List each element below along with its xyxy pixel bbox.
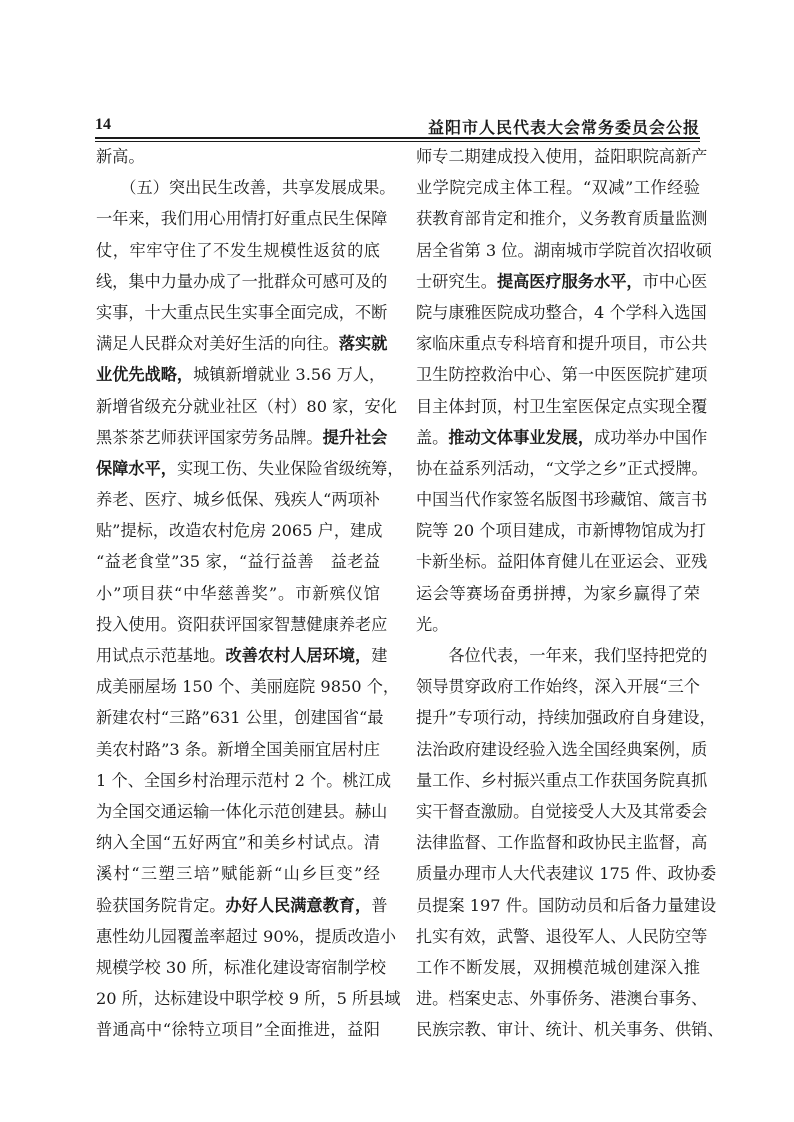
text-line (416, 484, 708, 515)
text-line (96, 858, 380, 889)
text-line (416, 328, 708, 359)
bold-phrase: 推动文体事业发展， (448, 427, 595, 447)
text-line (96, 796, 388, 827)
text-line (96, 702, 384, 733)
text-line (416, 515, 706, 546)
text-line (416, 266, 708, 297)
text-segment: 惠性幼儿园覆盖率超过 90%，提质改造小 (96, 926, 397, 946)
text-segment: 为全国交通运输一体化示范创建县。赫山 (96, 801, 388, 821)
text-line (416, 827, 708, 858)
text-segment: 贴”提标，改造农村危房 2065 户，建成 (96, 521, 383, 541)
text-line (96, 422, 388, 453)
bold-phrase: 提升社会 (322, 427, 388, 447)
text-line (96, 609, 388, 640)
text-segment: 实现工伤、失业保险省级统筹， (176, 458, 404, 478)
text-segment: 扎实有效，武警、退役军人、人民防空等 (416, 926, 708, 946)
text-line (96, 921, 397, 952)
text-line (96, 983, 401, 1014)
text-segment: 光。 (416, 614, 449, 634)
text-segment: 法律监督、工作监督和政协民主监督，高 (416, 833, 708, 853)
text-segment: 黑茶茶艺师获评国家劳务品牌。 (96, 427, 323, 447)
text-segment: 各位代表，一年来，我们坚持把党的 (416, 646, 708, 665)
text-segment: 普 (371, 895, 388, 915)
text-line (96, 671, 400, 702)
text-line (96, 1014, 380, 1045)
text-segment: 中国当代作家签名版图书珍藏馆、箴言书 (416, 490, 708, 510)
text-segment: 一年来，我们用心用情打好重点民生保障 (96, 209, 388, 229)
text-segment: 院与康雅医院成功整合，4 个学科入选国 (416, 302, 707, 322)
text-line (96, 546, 380, 577)
text-line (96, 515, 383, 546)
text-segment: 业学院完成主体工程。“双减”工作经验 (416, 178, 700, 198)
text-line (416, 983, 708, 1014)
text-segment: 卫生防控救治中心、第一中医医院扩建项 (416, 365, 708, 385)
text-segment: 协在益系列活动，“文学之乡”正式授牌。 (416, 458, 708, 478)
text-line (416, 609, 700, 640)
text-line (416, 734, 708, 765)
text-segment: 美农村路”3 条。新增全国美丽宜居村庄 (96, 739, 380, 759)
text-segment: “益老食堂”35 家，“益行益善 益老益 (96, 552, 380, 572)
text-line (96, 266, 388, 297)
text-line (416, 141, 708, 172)
text-segment: 实事，十大重点民生实事全面完成，不断 (96, 302, 388, 322)
text-line (96, 391, 397, 422)
bold-phrase: 保障水平， (96, 458, 177, 478)
text-segment: 成美丽屋场 150 个、美丽庭院 9850 个， (96, 677, 400, 697)
text-line (416, 546, 708, 577)
page-number: 14 (95, 116, 111, 133)
text-segment: 溪村“三塑三培”赋能新“山乡巨变”经 (96, 864, 380, 884)
text-segment: 普通高中“徐特立项目”全面推进，益阳 (96, 1020, 380, 1040)
text-segment: 用试点示范基地。 (96, 646, 226, 665)
text-line (96, 484, 380, 515)
text-segment: 法治政府建设经验入选全国经典案例，质 (416, 739, 708, 759)
text-line (416, 203, 708, 234)
bold-phrase: 改善农村人居环境， (225, 646, 372, 665)
text-line (416, 359, 708, 390)
text-line (96, 172, 396, 203)
text-line (416, 297, 707, 328)
text-line (416, 1014, 724, 1045)
text-line (416, 671, 700, 702)
text-segment: 民族宗教、审计、统计、机关事务、供销、 (416, 1020, 724, 1040)
text-line (416, 391, 708, 422)
text-segment: 实干督查激励。自觉接受人大及其常委会 (416, 801, 708, 821)
text-line (96, 765, 392, 796)
header-rule (95, 137, 700, 139)
text-segment: 提升”专项行动，持续加强政府自身建设， (416, 708, 716, 728)
text-line (416, 921, 708, 952)
text-segment: 规模学校 30 所，标准化建设寄宿制学校 (96, 957, 386, 977)
text-segment: 师专二期建成投入使用，益阳职院高新产 (416, 147, 708, 166)
text-segment: 目主体封顶，村卫生室医保定点实现全覆 (416, 396, 708, 416)
text-line (96, 203, 388, 234)
text-line (96, 640, 388, 671)
text-segment: 1 个、全国乡村治理示范村 2 个。桃江成 (96, 770, 392, 790)
text-line (96, 141, 380, 172)
text-line (416, 796, 708, 827)
text-line (416, 952, 700, 983)
text-segment: 城镇新增就业 3.56 万人， (193, 365, 386, 385)
text-line (96, 890, 388, 921)
text-segment: 质量办理市人大代表建议 175 件、政协委 (416, 864, 717, 884)
text-line (96, 453, 404, 484)
text-line (416, 890, 717, 921)
text-segment: 士研究生。 (416, 271, 497, 291)
text-line (96, 827, 380, 858)
text-segment: 纳入全国“五好两宜”和美乡村试点。清 (96, 833, 380, 853)
text-line (96, 734, 380, 765)
text-segment: 量工作、乡村振兴重点工作获国务院真抓 (416, 770, 708, 790)
text-segment: 20 所，达标建设中职学校 9 所，5 所县域 (96, 989, 401, 1009)
text-segment: 小”项目获“中华慈善奖”。市新殡仪馆 (96, 583, 380, 603)
text-segment: 运会等赛场奋勇拼搏，为家乡赢得了荣 (416, 583, 700, 603)
text-segment: （五）突出民生改善，共享发展成果。 (96, 178, 396, 198)
text-segment: 市中心医 (642, 271, 708, 291)
text-segment: 盖。 (416, 427, 449, 447)
text-segment: 新高。 (96, 147, 145, 166)
text-segment: 新建农村“三路”631 公里，创建国省“最 (96, 708, 384, 728)
text-segment: 新增省级充分就业社区（村）80 家，安化 (96, 396, 397, 416)
text-segment: 进。档案史志、外事侨务、港澳台事务、 (416, 989, 708, 1009)
text-segment: 线，集中力量办成了一批群众可感可及的 (96, 271, 388, 291)
text-line (416, 640, 708, 671)
journal-title: 益阳市人民代表大会常务委员会公报 (427, 118, 700, 137)
text-segment: 居全省第 3 位。湖南城市学院首次招收硕 (416, 240, 712, 260)
text-line (96, 952, 386, 983)
text-segment: 家临床重点专科培育和提升项目，市公共 (416, 334, 708, 354)
bold-phrase: 业优先战略， (96, 365, 194, 385)
text-line (416, 578, 700, 609)
text-line (96, 578, 380, 609)
text-line (96, 297, 388, 328)
text-line (416, 702, 716, 733)
text-line (96, 328, 388, 359)
page-header (95, 108, 700, 142)
text-line (416, 453, 708, 484)
right-column (416, 141, 724, 1045)
bold-phrase: 提高医疗服务水平， (496, 271, 643, 291)
text-segment: 满足人民群众对美好生活的向往。 (96, 334, 339, 354)
text-line (416, 235, 712, 266)
text-segment: 获教育部肯定和推介，义务教育质量监测 (416, 209, 708, 229)
text-line (416, 422, 708, 453)
text-segment: 养老、医疗、城乡低保、残疾人“两项补 (96, 490, 380, 510)
text-segment: 卡新坐标。益阳体育健儿在亚运会、亚残 (416, 552, 708, 572)
left-column (96, 141, 404, 1045)
text-segment: 验获国务院肯定。 (96, 895, 226, 915)
text-line (416, 858, 717, 889)
text-line (96, 235, 380, 266)
text-line (416, 765, 708, 796)
text-line (416, 172, 700, 203)
text-segment: 成功举办中国作 (594, 427, 708, 447)
text-segment: 建 (371, 646, 388, 665)
text-segment: 院等 20 个项目建成，市新博物馆成为打 (416, 521, 706, 541)
text-segment: 员提案 197 件。国防动员和后备力量建设 (416, 895, 717, 915)
bold-phrase: 落实就 (338, 334, 388, 354)
text-segment: 工作不断发展，双拥模范城创建深入推 (416, 957, 700, 977)
text-line (96, 359, 386, 390)
text-segment: 投入使用。资阳获评国家智慧健康养老应 (96, 614, 388, 634)
text-segment: 领导贯穿政府工作始终，深入开展“三个 (416, 677, 700, 697)
text-segment: 仗，牢牢守住了不发生规模性返贫的底 (96, 240, 380, 260)
bold-phrase: 办好人民满意教育， (225, 895, 372, 915)
